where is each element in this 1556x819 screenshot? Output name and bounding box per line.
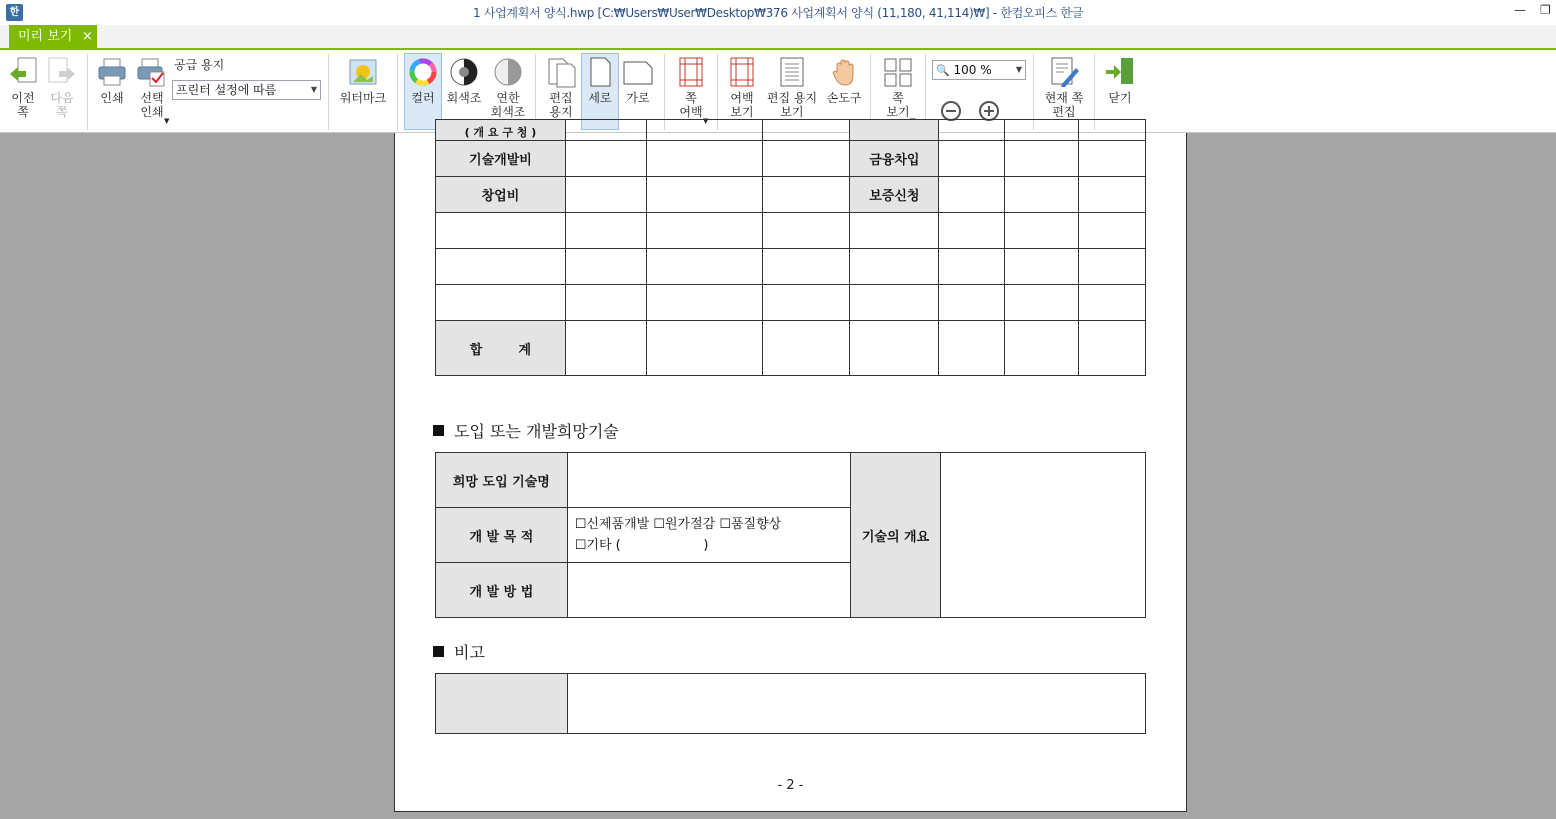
chevron-down-icon: ▼	[310, 85, 317, 94]
page-view-label: 쪽 보기	[886, 91, 910, 119]
overview-field[interactable]	[941, 453, 1146, 618]
hand-tool-label: 손도구	[826, 91, 862, 105]
exit-door-icon	[1104, 56, 1136, 88]
portrait-button[interactable]	[582, 56, 618, 105]
print-label: 인쇄	[100, 91, 124, 105]
page-number: - 2 -	[777, 778, 804, 793]
hand-tool-button[interactable]	[824, 56, 864, 105]
method-field[interactable]	[567, 563, 850, 618]
separator	[328, 54, 329, 130]
square-bullet-icon	[433, 425, 444, 436]
hand-icon	[828, 56, 860, 88]
remarks-table	[435, 673, 1146, 734]
minimize-button[interactable]: —	[1514, 3, 1526, 17]
overview-label: 기술의 개요	[850, 453, 941, 618]
table-row	[436, 453, 1146, 508]
separator	[397, 54, 398, 130]
tab-preview[interactable]	[9, 25, 97, 48]
grayscale-label: 회색조	[446, 91, 482, 105]
table-cell[interactable]	[850, 213, 939, 249]
section-title: 비고	[433, 640, 485, 663]
table-cell: 보증신청	[850, 177, 939, 213]
zoom-in-icon[interactable]	[979, 101, 999, 121]
chevron-down-icon: ▼	[1015, 65, 1022, 74]
current-page-edit-button[interactable]	[1040, 56, 1088, 119]
watermark-button[interactable]	[336, 56, 390, 105]
tech-table	[435, 452, 1146, 618]
landscape-page-icon	[622, 56, 654, 88]
color-label: 컬러	[411, 91, 435, 105]
method-label: 개 발 방 법	[436, 563, 568, 618]
table-cell: 기술개발비	[436, 141, 566, 177]
select-print-icon	[136, 56, 168, 88]
landscape-label: 가로	[626, 91, 650, 105]
dropdown-arrow-icon: ▼	[703, 117, 709, 125]
watermark-icon	[347, 56, 379, 88]
edit-paper-icon	[545, 56, 577, 88]
print-button[interactable]	[94, 56, 130, 105]
remarks-field[interactable]	[567, 674, 1145, 734]
margin-view-icon	[726, 56, 758, 88]
edit-paper-label: 편집 용지	[549, 91, 573, 119]
page-margin-label: 쪽 여백	[679, 91, 703, 119]
table-row-total	[436, 321, 1146, 376]
prev-page-button[interactable]	[6, 56, 40, 119]
table-row	[436, 674, 1146, 734]
light-grayscale-button[interactable]	[488, 56, 528, 119]
table-cell[interactable]	[850, 285, 939, 321]
edit-paper-view-icon	[776, 56, 808, 88]
page-margin-button[interactable]	[671, 56, 711, 125]
edit-page-icon	[1048, 56, 1080, 88]
zoom-select[interactable]	[932, 60, 1026, 80]
magnifier-icon: 🔍	[936, 64, 950, 77]
dropdown-arrow-icon: ▼	[164, 117, 170, 125]
table-cell: ( 개 요 구 청 )	[436, 120, 566, 141]
select-print-button[interactable]	[134, 56, 170, 125]
purpose-label: 개 발 목 적	[436, 508, 568, 563]
purpose-other[interactable]: ☐기타 ( )	[574, 538, 709, 553]
zoom-value: 100 %	[953, 63, 992, 77]
current-page-edit-label: 현재 쪽 편집	[1044, 91, 1084, 119]
tech-name-label: 희망 도입 기술명	[436, 453, 568, 508]
total-label: 합 계	[436, 321, 566, 376]
paper-source-value: 프린터 설정에 따름	[176, 83, 277, 97]
paper-source-select[interactable]	[172, 80, 321, 100]
table-row	[436, 285, 1146, 321]
watermark-label: 워터마크	[339, 91, 387, 105]
color-button[interactable]	[405, 56, 441, 105]
light-grayscale-label: 연한 회색조	[490, 91, 526, 119]
edit-paper-view-button[interactable]	[763, 56, 821, 119]
page-view-button[interactable]	[878, 56, 918, 119]
zoom-out-icon[interactable]	[941, 101, 961, 121]
grayscale-icon	[448, 56, 480, 88]
table-row	[436, 249, 1146, 285]
tech-name-field[interactable]	[567, 453, 850, 508]
color-wheel-icon	[407, 56, 439, 88]
table-cell[interactable]	[436, 213, 566, 249]
portrait-page-icon	[584, 56, 616, 88]
restore-button[interactable]: ❐	[1540, 3, 1551, 17]
close-preview-button[interactable]	[1102, 56, 1138, 105]
paper-source-label: 공급 용지	[174, 58, 225, 72]
purpose-field[interactable]	[567, 508, 850, 563]
grayscale-button[interactable]	[445, 56, 483, 105]
table-cell[interactable]	[436, 249, 566, 285]
margin-view-button[interactable]	[724, 56, 760, 119]
funding-table	[435, 119, 1146, 376]
next-page-icon	[47, 56, 77, 88]
table-cell[interactable]	[850, 249, 939, 285]
table-row	[436, 141, 1146, 177]
printer-icon	[96, 56, 128, 88]
window-title: 1 사업계획서 양식.hwp [C:₩Users₩User₩Desktop₩376 사업계획서 양식 (11,180, 41,114)₩] - 한컴오피스 한글	[472, 6, 1083, 20]
tab-preview-label: 미리 보기	[18, 29, 73, 44]
separator	[87, 54, 88, 130]
select-print-label: 선택 인쇄	[140, 91, 164, 119]
table-row	[436, 213, 1146, 249]
prev-page-icon	[8, 56, 38, 88]
tab-row	[0, 25, 1556, 50]
hwp-app-icon[interactable]: 한	[6, 4, 23, 21]
portrait-label: 세로	[588, 91, 612, 105]
page-margin-icon	[675, 56, 707, 88]
document-page	[394, 126, 1187, 812]
table-cell: 금융차입	[850, 141, 939, 177]
remarks-label	[436, 674, 568, 734]
light-grayscale-icon	[492, 56, 524, 88]
landscape-button[interactable]	[620, 56, 656, 105]
next-page-button[interactable]	[45, 56, 79, 119]
next-page-label: 다음 쪽	[50, 91, 74, 119]
edit-paper-view-label: 편집 용지 보기	[766, 91, 818, 119]
table-row	[436, 120, 1146, 141]
tab-close-icon[interactable]: ×	[82, 29, 93, 44]
table-row	[436, 177, 1146, 213]
close-preview-label: 닫기	[1108, 91, 1132, 105]
table-cell[interactable]	[436, 285, 566, 321]
page-view-icon	[882, 56, 914, 88]
square-bullet-icon	[433, 646, 444, 657]
section-title: 도입 또는 개발희망기술	[433, 419, 619, 442]
title-bar	[0, 0, 1556, 25]
edit-paper-button[interactable]	[543, 56, 579, 119]
purpose-options[interactable]: ☐신제품개발 ☐원가절감 ☐품질향상	[574, 517, 782, 532]
margin-view-label: 여백 보기	[730, 91, 754, 119]
prev-page-label: 이전 쪽	[11, 91, 35, 119]
table-cell: 창업비	[436, 177, 566, 213]
